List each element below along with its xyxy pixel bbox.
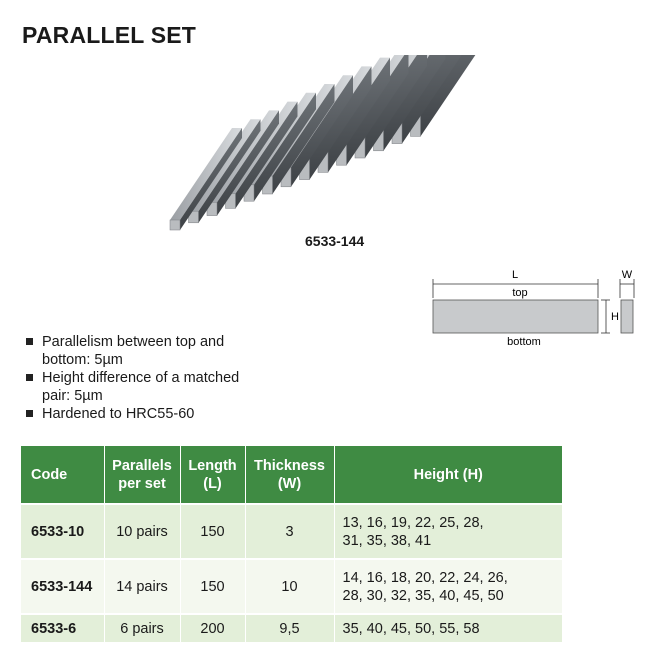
cell-code: 6533-144 [21,559,104,614]
cell-height-line2: 28, 30, 32, 35, 40, 45, 50 [342,587,504,604]
parallel-end-view [621,300,633,333]
feature-item: Height difference of a matched pair: 5µm [25,369,242,405]
table-row [21,559,562,614]
length-label: L [511,269,519,281]
cell-height [334,559,562,614]
table-header-row [21,446,562,504]
header-parallels-line1: Parallels [112,457,172,474]
header-length [180,446,245,504]
feature-list [25,333,242,423]
cell-length: 200 [180,614,245,642]
table-row [21,614,562,642]
cell-code: 6533-10 [21,504,104,559]
header-height: Height (H) [334,446,562,504]
bottom-label: bottom [507,336,541,347]
header-code: Code [21,446,104,504]
header-thickness [245,446,334,504]
header-thickness-line2: (W) [277,475,302,492]
cell-height-line1: 14, 16, 18, 20, 22, 24, 26, [342,569,508,586]
header-thickness-line1: Thickness [254,457,325,474]
dimension-diagram [420,262,645,347]
product-caption: 6533-144 [305,233,365,249]
cell-length: 150 [180,559,245,614]
page-title: PARALLEL SET [22,22,197,48]
cell-parallels: 10 pairs [104,504,180,559]
top-label: top [512,287,528,299]
parallel-set-image [140,55,490,245]
cell-thickness: 3 [245,504,334,559]
spec-table [21,446,562,642]
cell-height: 35, 40, 45, 50, 55, 58 [334,614,562,642]
cell-length: 150 [180,504,245,559]
table-row [21,504,562,559]
feature-item: Parallelism between top and bottom: 5µm [25,333,242,369]
height-label: H [611,311,619,323]
cell-parallels: 14 pairs [104,559,180,614]
parallel-side-view [433,300,598,333]
header-length-line1: Length [188,457,237,474]
cell-height [334,504,562,559]
cell-height-line1: 13, 16, 19, 22, 25, 28, [342,514,484,531]
cell-code: 6533-6 [21,614,104,642]
header-length-line2: (L) [203,475,222,492]
header-parallels-line2: per set [118,475,166,492]
width-label: W [621,269,633,281]
header-parallels [104,446,180,504]
parallel-bar-end [170,220,180,230]
cell-height-line2: 31, 35, 38, 41 [342,532,432,549]
cell-thickness: 10 [245,559,334,614]
cell-thickness: 9,5 [245,614,334,642]
cell-parallels: 6 pairs [104,614,180,642]
feature-item: Hardened to HRC55-60 [25,405,242,423]
